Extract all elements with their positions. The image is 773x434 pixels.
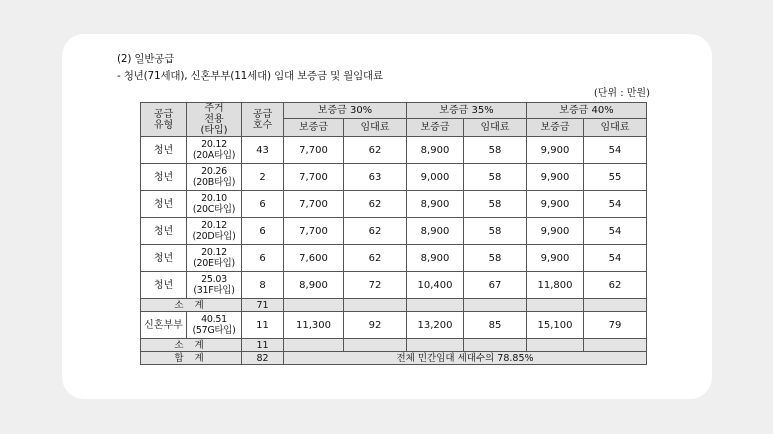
units-cell: 11 xyxy=(242,312,284,339)
table-row xyxy=(141,191,647,218)
empty-cell xyxy=(527,299,584,312)
empty-cell xyxy=(407,339,464,352)
rent-cell: 85 xyxy=(464,312,527,339)
supply-type-cell: 청년 xyxy=(141,245,187,272)
deposit-cell: 9,000 xyxy=(407,164,464,191)
rent-cell: 58 xyxy=(464,245,527,272)
units-cell: 6 xyxy=(242,218,284,245)
deposit-cell: 11,300 xyxy=(284,312,344,339)
deposit-cell: 9,900 xyxy=(527,164,584,191)
supply-table xyxy=(140,102,647,365)
rent-cell: 54 xyxy=(584,191,647,218)
area-cell: 25.03 (31F타입) xyxy=(187,272,242,299)
rent-cell: 67 xyxy=(464,272,527,299)
supply-type-cell: 청년 xyxy=(141,137,187,164)
table-row xyxy=(141,312,647,339)
rent-cell: 58 xyxy=(464,137,527,164)
deposit-cell: 9,900 xyxy=(527,137,584,164)
units-cell: 6 xyxy=(242,245,284,272)
rent-cell: 72 xyxy=(344,272,407,299)
rent-cell: 58 xyxy=(464,191,527,218)
header-deposit: 보증금 xyxy=(527,118,584,136)
rent-cell: 92 xyxy=(344,312,407,339)
deposit-cell: 7,600 xyxy=(284,245,344,272)
area-cell: 40.51 (57G타입) xyxy=(187,312,242,339)
document-card xyxy=(62,34,712,399)
header-supply-type: 공급 유형 xyxy=(141,103,187,137)
rent-cell: 62 xyxy=(344,191,407,218)
deposit-cell: 9,900 xyxy=(527,218,584,245)
deposit-cell: 7,700 xyxy=(284,137,344,164)
rent-cell: 54 xyxy=(584,218,647,245)
header-area: 주거 전용 (타입) xyxy=(187,103,242,137)
header-rent: 임대료 xyxy=(464,118,527,136)
header-rent: 임대료 xyxy=(584,118,647,136)
units-cell: 8 xyxy=(242,272,284,299)
rent-cell: 58 xyxy=(464,218,527,245)
header-group-35: 보증금 35% xyxy=(407,103,527,119)
total-note: 전체 민간임대 세대수의 78.85% xyxy=(284,352,647,365)
empty-cell xyxy=(584,339,647,352)
header-units: 공급 호수 xyxy=(242,103,284,137)
empty-cell xyxy=(527,339,584,352)
rent-cell: 55 xyxy=(584,164,647,191)
header-group-40: 보증금 40% xyxy=(527,103,647,119)
units-cell: 2 xyxy=(242,164,284,191)
deposit-cell: 8,900 xyxy=(284,272,344,299)
rent-cell: 54 xyxy=(584,137,647,164)
deposit-cell: 8,900 xyxy=(407,218,464,245)
subtotal-label: 소 계 xyxy=(141,339,242,352)
empty-cell xyxy=(584,299,647,312)
deposit-cell: 9,900 xyxy=(527,245,584,272)
empty-cell xyxy=(344,339,407,352)
area-cell: 20.12 (20D타입) xyxy=(187,218,242,245)
deposit-cell: 7,700 xyxy=(284,164,344,191)
subtotal-label-row xyxy=(141,339,647,352)
empty-cell xyxy=(344,299,407,312)
deposit-cell: 7,700 xyxy=(284,218,344,245)
total-label: 합 계 xyxy=(141,352,242,365)
supply-type-cell: 신혼부부 xyxy=(141,312,187,339)
empty-cell xyxy=(464,339,527,352)
section-title: (2) 일반공급 xyxy=(117,53,175,65)
deposit-cell: 8,900 xyxy=(407,245,464,272)
total-row xyxy=(141,352,647,365)
deposit-cell: 13,200 xyxy=(407,312,464,339)
area-cell: 20.12 (20E타입) xyxy=(187,245,242,272)
header-rent: 임대료 xyxy=(344,118,407,136)
supply-type-cell: 청년 xyxy=(141,218,187,245)
rent-cell: 62 xyxy=(584,272,647,299)
empty-cell xyxy=(407,299,464,312)
table-subtitle: - 청년(71세대), 신혼부부(11세대) 임대 보증금 및 월임대료 xyxy=(117,70,383,82)
table-row xyxy=(141,137,647,164)
header-deposit: 보증금 xyxy=(284,118,344,136)
units-cell: 43 xyxy=(242,137,284,164)
area-cell: 20.12 (20A타입) xyxy=(187,137,242,164)
subtotal-label-row xyxy=(141,299,647,312)
table-row xyxy=(141,164,647,191)
deposit-cell: 9,900 xyxy=(527,191,584,218)
table-row xyxy=(141,245,647,272)
header-deposit: 보증금 xyxy=(407,118,464,136)
deposit-cell: 10,400 xyxy=(407,272,464,299)
rent-cell: 62 xyxy=(344,137,407,164)
total-value: 82 xyxy=(242,352,284,365)
rent-cell: 63 xyxy=(344,164,407,191)
rent-cell: 58 xyxy=(464,164,527,191)
area-cell: 20.10 (20C타입) xyxy=(187,191,242,218)
table-row xyxy=(141,272,647,299)
table-row xyxy=(141,218,647,245)
deposit-cell: 15,100 xyxy=(527,312,584,339)
units-cell: 6 xyxy=(242,191,284,218)
deposit-cell: 8,900 xyxy=(407,137,464,164)
deposit-cell: 8,900 xyxy=(407,191,464,218)
unit-label: (단위 : 만원) xyxy=(593,88,650,99)
subtotal-youth-value: 71 xyxy=(242,299,284,312)
rent-cell: 62 xyxy=(344,218,407,245)
supply-type-cell: 청년 xyxy=(141,272,187,299)
rent-cell: 54 xyxy=(584,245,647,272)
supply-type-cell: 청년 xyxy=(141,164,187,191)
rent-cell: 62 xyxy=(344,245,407,272)
deposit-cell: 11,800 xyxy=(527,272,584,299)
empty-cell xyxy=(284,339,344,352)
subtotal-newlywed-value: 11 xyxy=(242,339,284,352)
deposit-cell: 7,700 xyxy=(284,191,344,218)
header-group-30: 보증금 30% xyxy=(284,103,407,119)
area-cell: 20.26 (20B타입) xyxy=(187,164,242,191)
empty-cell xyxy=(284,299,344,312)
empty-cell xyxy=(464,299,527,312)
subtotal-label: 소 계 xyxy=(141,299,242,312)
supply-type-cell: 청년 xyxy=(141,191,187,218)
rent-cell: 79 xyxy=(584,312,647,339)
